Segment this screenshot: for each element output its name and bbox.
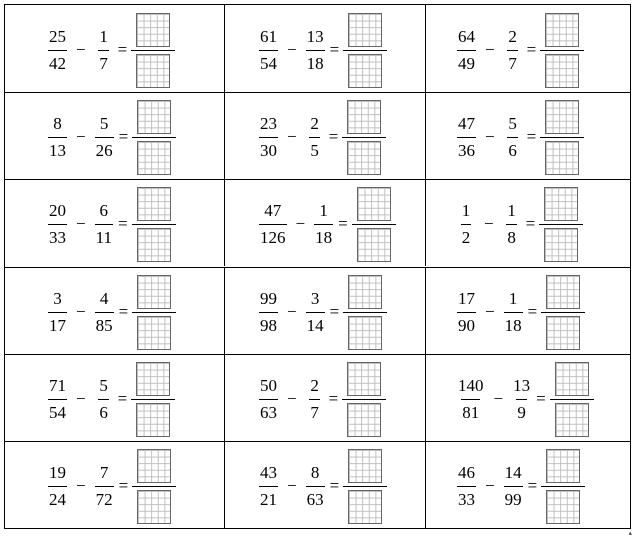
- denominator: 24: [48, 486, 67, 510]
- equals-sign: =: [118, 476, 129, 495]
- subtraction-problem: [48, 191, 176, 257]
- answer-fraction-bar: [132, 224, 176, 225]
- denominator: 21: [259, 486, 278, 510]
- numerator: 8: [310, 462, 320, 482]
- denominator: 18: [314, 224, 333, 248]
- answer-fraction: [132, 449, 176, 524]
- second-fraction: [95, 376, 113, 423]
- problem-cell: [425, 5, 630, 92]
- subtraction-problem: [259, 104, 386, 170]
- numerator: 14: [504, 462, 522, 482]
- first-fraction: [48, 27, 67, 74]
- second-fraction: [504, 289, 523, 336]
- second-fraction: [314, 201, 333, 248]
- numerator: 19: [49, 462, 66, 482]
- answer-denominator-box[interactable]: [347, 403, 381, 437]
- answer-fraction-bar: [541, 312, 585, 313]
- problem-cell: [224, 5, 425, 92]
- subtraction-problem: [457, 279, 585, 345]
- denominator: 36: [457, 137, 476, 161]
- problem-cell: [5, 92, 224, 179]
- answer-denominator-box[interactable]: [137, 141, 171, 175]
- minus-sign: −: [76, 302, 86, 321]
- minus-sign: −: [287, 389, 297, 408]
- numerator: 3: [53, 288, 62, 308]
- denominator: 18: [306, 50, 325, 74]
- answer-denominator-box[interactable]: [348, 490, 382, 524]
- answer-fraction: [541, 275, 585, 350]
- answer-fraction: [343, 449, 387, 524]
- answer-fraction: [343, 13, 387, 88]
- answer-fraction: [132, 100, 176, 175]
- denominator: 18: [504, 312, 523, 336]
- problem-cell: [5, 441, 224, 528]
- worksheet-row: [5, 354, 630, 441]
- equals-sign: =: [527, 476, 538, 495]
- denominator: 54: [259, 50, 278, 74]
- equals-sign: =: [329, 302, 340, 321]
- answer-fraction-bar: [342, 399, 386, 400]
- answer-numerator-box[interactable]: [546, 275, 580, 309]
- numerator: 23: [260, 113, 277, 133]
- first-fraction: [457, 201, 475, 248]
- equals-sign: =: [118, 127, 129, 146]
- answer-fraction: [540, 13, 584, 88]
- answer-denominator-box[interactable]: [348, 316, 382, 350]
- answer-numerator-box[interactable]: [347, 362, 381, 396]
- minus-sign: −: [484, 214, 494, 233]
- answer-fraction: [342, 100, 386, 175]
- denominator: 6: [507, 137, 518, 161]
- denominator: 33: [457, 486, 476, 510]
- denominator: 7: [309, 399, 320, 423]
- answer-fraction: [131, 362, 175, 437]
- denominator: 63: [306, 486, 325, 510]
- denominator: 14: [306, 312, 325, 336]
- answer-fraction-bar: [131, 399, 175, 400]
- numerator: 4: [99, 288, 109, 308]
- answer-denominator-box[interactable]: [136, 54, 170, 88]
- worksheet-table: [4, 4, 631, 529]
- numerator: 8: [53, 113, 62, 133]
- answer-fraction: [541, 449, 585, 524]
- denominator: 26: [95, 137, 114, 161]
- equals-sign: =: [338, 214, 348, 233]
- numerator: 20: [49, 200, 66, 220]
- equals-sign: =: [118, 302, 129, 321]
- numerator: 47: [264, 200, 282, 220]
- denominator: 99: [504, 486, 523, 510]
- answer-fraction: [550, 362, 594, 437]
- numerator: 71: [49, 375, 66, 395]
- answer-numerator-box[interactable]: [545, 13, 579, 47]
- equals-sign: =: [329, 476, 340, 495]
- answer-denominator-box[interactable]: [136, 403, 170, 437]
- first-fraction: [457, 463, 476, 510]
- equals-sign: =: [525, 214, 536, 233]
- answer-numerator-box[interactable]: [555, 362, 589, 396]
- second-fraction: [95, 27, 113, 74]
- problem-cell: [224, 267, 425, 354]
- answer-denominator-box[interactable]: [137, 228, 171, 262]
- numerator: 1: [507, 200, 516, 220]
- numerator: 50: [260, 375, 277, 395]
- minus-sign: −: [76, 389, 86, 408]
- answer-fraction-bar: [539, 224, 583, 225]
- answer-fraction-bar: [131, 50, 175, 51]
- minus-sign: −: [287, 40, 297, 59]
- answer-numerator-box[interactable]: [545, 100, 579, 134]
- problem-cell: [425, 441, 630, 528]
- problem-cell: [425, 267, 630, 354]
- answer-fraction: [343, 275, 387, 350]
- second-fraction: [504, 27, 522, 74]
- equals-sign: =: [117, 389, 128, 408]
- problem-cell: [224, 354, 425, 441]
- second-fraction: [306, 114, 324, 161]
- numerator: 17: [458, 288, 475, 308]
- answer-fraction-bar: [132, 486, 176, 487]
- minus-sign: −: [287, 476, 297, 495]
- first-fraction: [259, 114, 278, 161]
- answer-fraction: [342, 362, 386, 437]
- denominator: 6: [98, 399, 109, 423]
- denominator: 5: [309, 137, 320, 161]
- answer-fraction-bar: [343, 486, 387, 487]
- minus-sign: −: [493, 389, 504, 408]
- answer-numerator-box[interactable]: [137, 100, 171, 134]
- equals-sign: =: [328, 127, 339, 146]
- numerator: 13: [513, 375, 531, 395]
- first-fraction: [457, 114, 476, 161]
- second-fraction: [512, 376, 531, 423]
- answer-denominator-box[interactable]: [544, 228, 578, 262]
- first-fraction: [457, 27, 476, 74]
- answer-fraction: [132, 187, 176, 262]
- first-fraction: [259, 27, 278, 74]
- minus-sign: −: [287, 127, 297, 146]
- second-fraction: [504, 114, 522, 161]
- denominator: 2: [461, 224, 472, 248]
- numerator: 5: [508, 113, 517, 133]
- answer-numerator-box[interactable]: [357, 187, 391, 221]
- subtraction-problem: [259, 191, 396, 257]
- first-fraction: [48, 289, 67, 336]
- problem-cell: [5, 354, 224, 441]
- second-fraction: [504, 463, 523, 510]
- denominator: 98: [259, 312, 278, 336]
- numerator: 2: [508, 26, 517, 46]
- problem-cell: [425, 92, 630, 179]
- denominator: 63: [259, 399, 278, 423]
- subtraction-problem: [259, 366, 386, 432]
- numerator: 46: [458, 462, 475, 482]
- first-fraction: [259, 463, 278, 510]
- subtraction-problem: [457, 453, 585, 519]
- denominator: 7: [507, 50, 518, 74]
- equals-sign: =: [527, 302, 538, 321]
- subtraction-problem: [259, 453, 387, 519]
- equals-sign: =: [328, 389, 339, 408]
- problem-cell: [5, 5, 224, 92]
- first-fraction: [259, 289, 278, 336]
- first-fraction: [48, 114, 67, 161]
- second-fraction: [306, 27, 325, 74]
- first-fraction: [48, 376, 67, 423]
- worksheet-row: [5, 441, 630, 528]
- answer-fraction-bar: [550, 399, 594, 400]
- answer-fraction-bar: [540, 137, 584, 138]
- subtraction-problem: [48, 453, 176, 519]
- denominator: 81: [461, 399, 480, 423]
- first-fraction: [259, 201, 287, 248]
- answer-fraction: [131, 13, 175, 88]
- answer-numerator-box[interactable]: [348, 13, 382, 47]
- first-fraction: [259, 376, 278, 423]
- numerator: 13: [306, 26, 324, 46]
- numerator: 25: [49, 26, 66, 46]
- numerator: 61: [260, 26, 277, 46]
- denominator: 126: [259, 224, 287, 248]
- second-fraction: [306, 289, 325, 336]
- numerator: 43: [260, 462, 277, 482]
- answer-fraction-bar: [132, 312, 176, 313]
- minus-sign: −: [485, 40, 495, 59]
- answer-numerator-box[interactable]: [347, 100, 381, 134]
- minus-sign: −: [76, 127, 86, 146]
- answer-denominator-box[interactable]: [546, 316, 580, 350]
- subtraction-problem: [457, 366, 594, 432]
- answer-numerator-box[interactable]: [137, 275, 171, 309]
- worksheet-row: [5, 92, 630, 179]
- numerator: 1: [99, 26, 108, 46]
- answer-denominator-box[interactable]: [555, 403, 589, 437]
- second-fraction: [95, 201, 113, 248]
- answer-fraction-bar: [343, 312, 387, 313]
- second-fraction: [306, 376, 324, 423]
- denominator: 17: [48, 312, 67, 336]
- denominator: 13: [48, 137, 67, 161]
- denominator: 90: [457, 312, 476, 336]
- numerator: 2: [310, 375, 319, 395]
- answer-numerator-box[interactable]: [137, 187, 171, 221]
- answer-fraction: [352, 187, 396, 262]
- problem-cell: [224, 92, 425, 179]
- numerator: 99: [260, 288, 277, 308]
- answer-denominator-box[interactable]: [137, 316, 171, 350]
- numerator: 6: [99, 200, 109, 220]
- answer-fraction-bar: [352, 224, 396, 225]
- numerator: 5: [99, 375, 108, 395]
- answer-fraction-bar: [540, 50, 584, 51]
- answer-numerator-box[interactable]: [544, 187, 578, 221]
- second-fraction: [95, 463, 114, 510]
- minus-sign: −: [76, 214, 86, 233]
- denominator: 72: [95, 486, 114, 510]
- denominator: 49: [457, 50, 476, 74]
- answer-fraction: [539, 187, 583, 262]
- subtraction-problem: [48, 17, 175, 83]
- answer-denominator-box[interactable]: [348, 54, 382, 88]
- minus-sign: −: [76, 476, 86, 495]
- answer-denominator-box[interactable]: [545, 141, 579, 175]
- denominator: 33: [48, 224, 67, 248]
- answer-fraction-bar: [343, 50, 387, 51]
- minus-sign: −: [295, 214, 306, 233]
- denominator: 11: [95, 224, 113, 248]
- numerator: 64: [458, 26, 475, 46]
- answer-numerator-box[interactable]: [348, 449, 382, 483]
- numerator: 2: [310, 113, 319, 133]
- first-fraction: [457, 376, 485, 423]
- minus-sign: −: [287, 302, 297, 321]
- answer-fraction-bar: [541, 486, 585, 487]
- answer-numerator-box[interactable]: [136, 362, 170, 396]
- first-fraction: [48, 463, 67, 510]
- corner-mark: ▴: [628, 529, 632, 537]
- problem-cell: [425, 179, 630, 266]
- minus-sign: −: [485, 476, 495, 495]
- answer-denominator-box[interactable]: [546, 490, 580, 524]
- worksheet-row: [5, 5, 630, 92]
- numerator: 5: [99, 113, 109, 133]
- answer-fraction-bar: [132, 137, 176, 138]
- denominator: 30: [259, 137, 278, 161]
- equals-sign: =: [117, 214, 128, 233]
- subtraction-problem: [48, 366, 175, 432]
- subtraction-problem: [48, 279, 176, 345]
- denominator: 9: [516, 399, 527, 423]
- problem-cell: [5, 179, 224, 266]
- first-fraction: [457, 289, 476, 336]
- equals-sign: =: [117, 40, 128, 59]
- problem-cell: [5, 267, 224, 354]
- answer-numerator-box[interactable]: [136, 13, 170, 47]
- answer-fraction: [540, 100, 584, 175]
- answer-denominator-box[interactable]: [357, 228, 391, 262]
- numerator: 3: [310, 288, 320, 308]
- subtraction-problem: [457, 191, 583, 257]
- second-fraction: [95, 114, 114, 161]
- problem-cell: [224, 441, 425, 528]
- second-fraction: [503, 201, 521, 248]
- numerator: 1: [508, 288, 518, 308]
- numerator: 1: [319, 200, 328, 220]
- subtraction-problem: [259, 279, 387, 345]
- answer-denominator-box[interactable]: [137, 490, 171, 524]
- answer-numerator-box[interactable]: [137, 449, 171, 483]
- equals-sign: =: [526, 127, 537, 146]
- first-fraction: [48, 201, 67, 248]
- numerator: 7: [99, 462, 109, 482]
- answer-fraction: [132, 275, 176, 350]
- problem-cell: [224, 179, 425, 266]
- numerator: 140: [458, 375, 484, 395]
- second-fraction: [306, 463, 325, 510]
- subtraction-problem: [259, 17, 387, 83]
- denominator: 54: [48, 399, 67, 423]
- answer-numerator-box[interactable]: [348, 275, 382, 309]
- worksheet-row: [5, 267, 630, 354]
- denominator: 8: [506, 224, 517, 248]
- equals-sign: =: [536, 389, 546, 408]
- minus-sign: −: [485, 302, 495, 321]
- problem-cell: [425, 354, 630, 441]
- answer-fraction-bar: [342, 137, 386, 138]
- equals-sign: =: [329, 40, 340, 59]
- worksheet-row: [5, 179, 630, 266]
- subtraction-problem: [457, 17, 584, 83]
- equals-sign: =: [526, 40, 537, 59]
- subtraction-problem: [48, 104, 176, 170]
- minus-sign: −: [76, 40, 86, 59]
- second-fraction: [95, 289, 114, 336]
- answer-denominator-box[interactable]: [545, 54, 579, 88]
- denominator: 85: [95, 312, 114, 336]
- denominator: 42: [48, 50, 67, 74]
- answer-denominator-box[interactable]: [347, 141, 381, 175]
- numerator: 1: [461, 200, 471, 220]
- subtraction-problem: [457, 104, 584, 170]
- numerator: 47: [458, 113, 475, 133]
- denominator: 7: [98, 50, 109, 74]
- answer-numerator-box[interactable]: [546, 449, 580, 483]
- minus-sign: −: [485, 127, 495, 146]
